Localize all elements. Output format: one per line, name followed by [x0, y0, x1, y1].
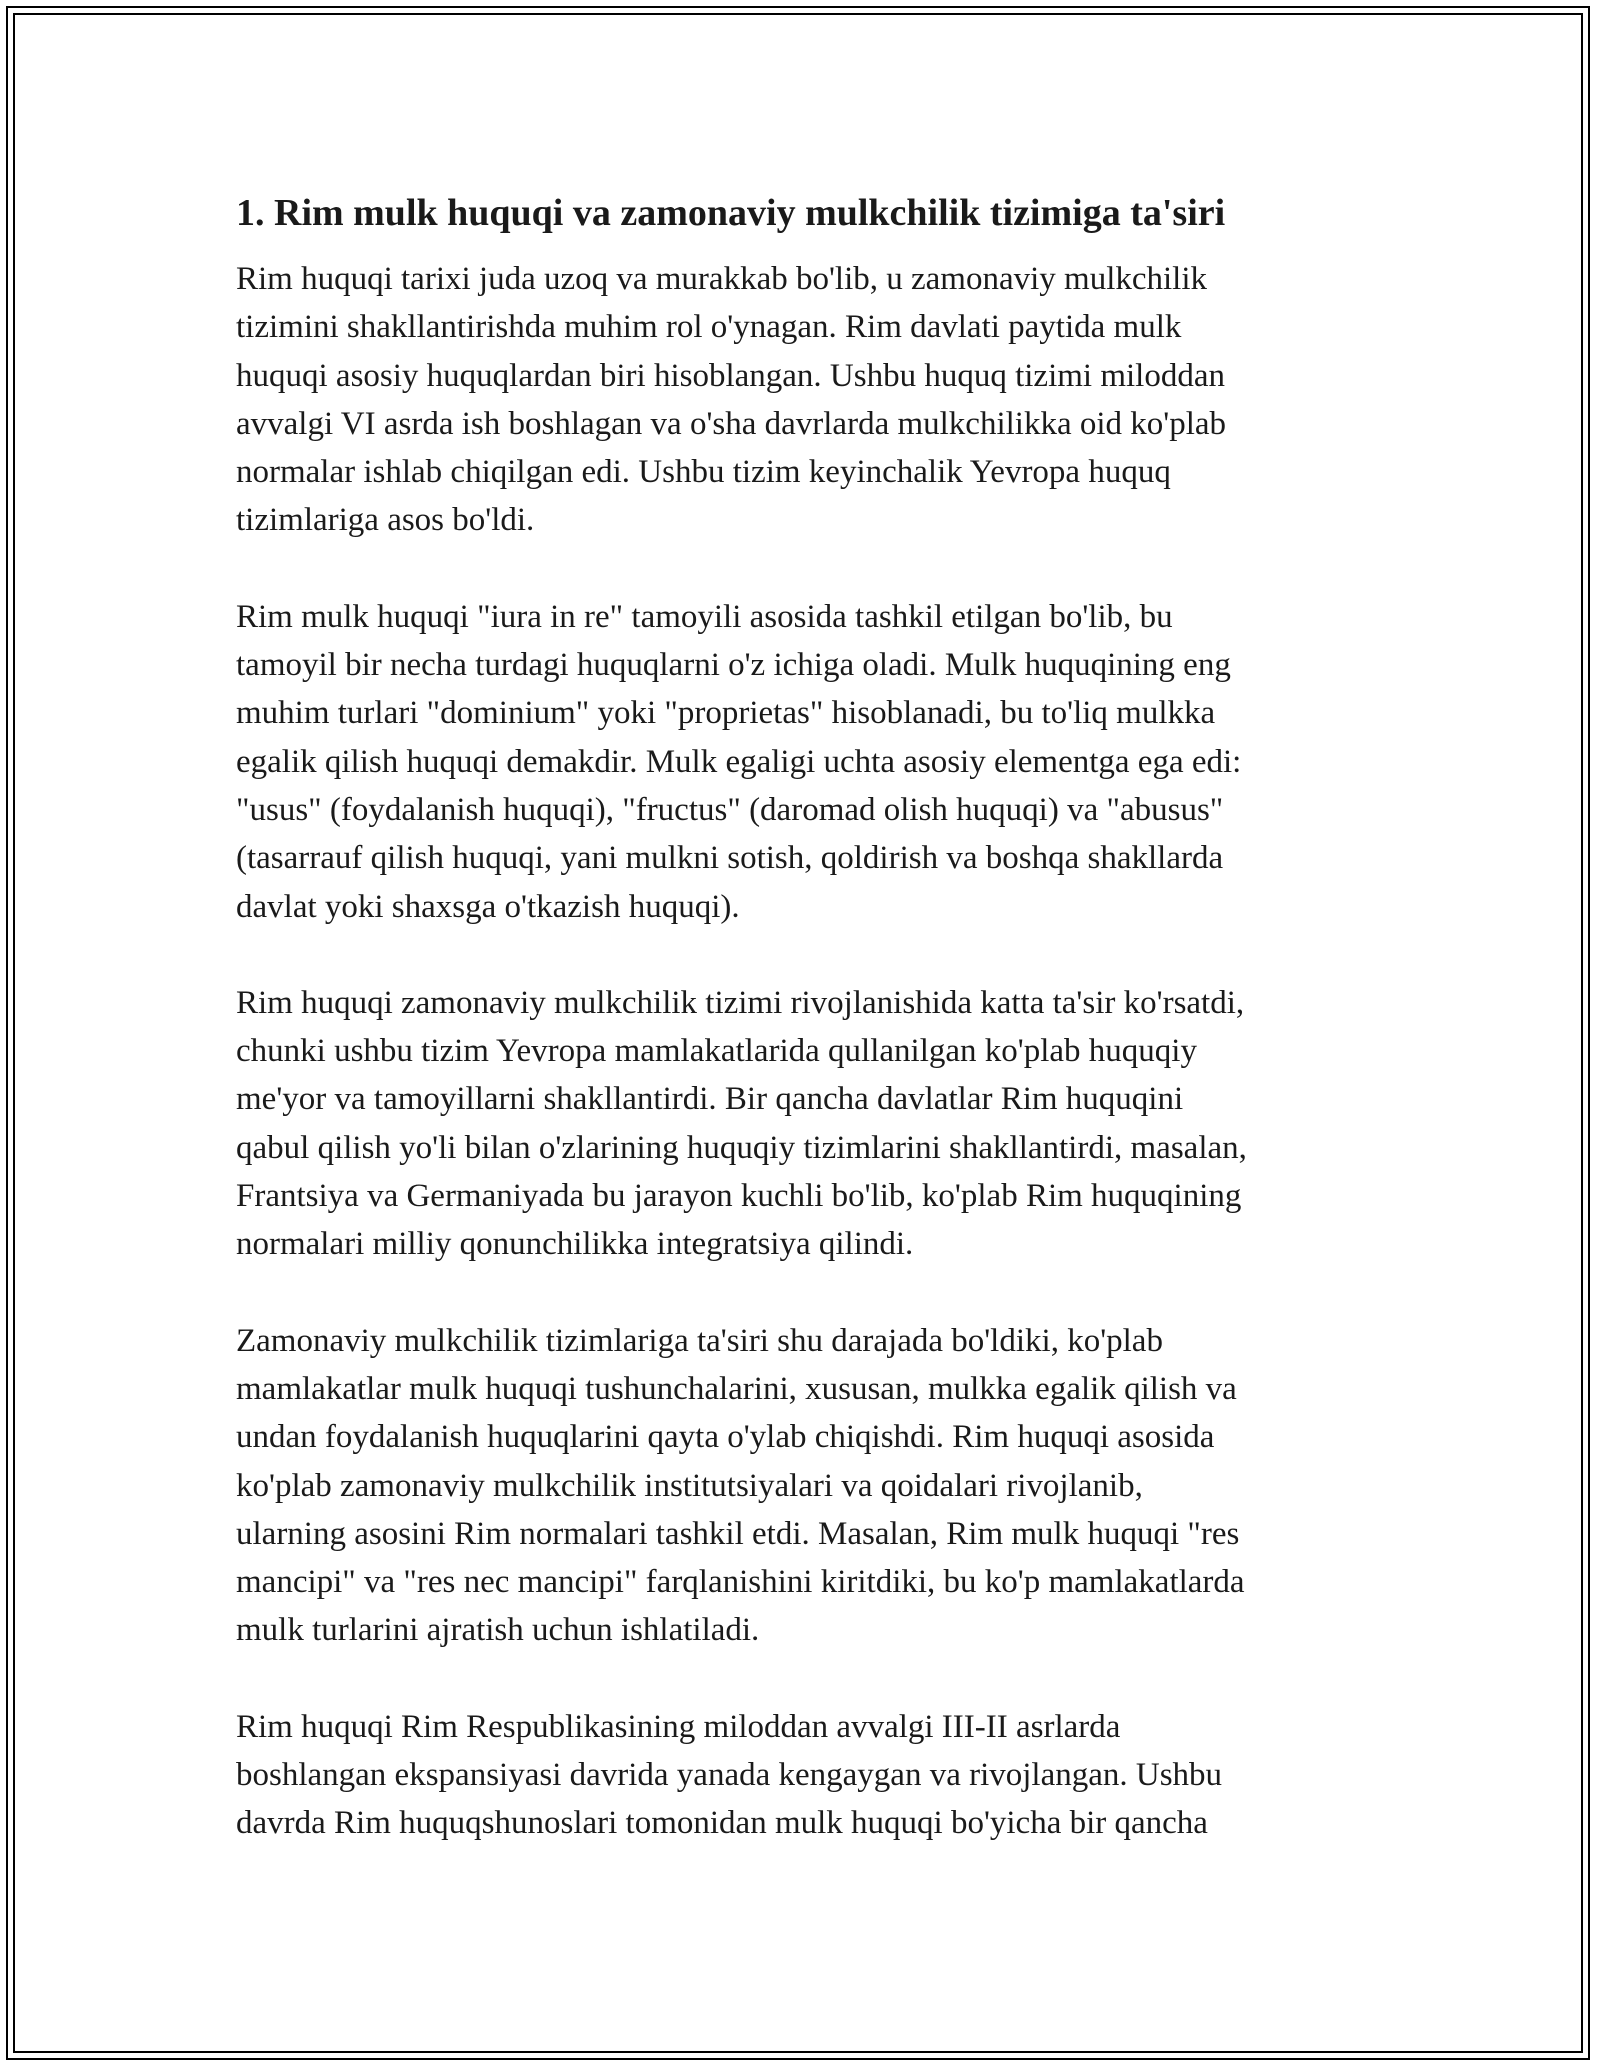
- text-line: tizimini shakllantirishda muhim rol o'ynagan. Rim davlati paytida mulk: [236, 309, 1182, 346]
- paragraph-4: [236, 1317, 1366, 1655]
- paragraph-1: [236, 255, 1366, 545]
- text-line: mamlakatlar mulk huquqi tushunchalarini, xususan, mulkka egalik qilish va: [236, 1370, 1237, 1407]
- text-line: tizimlariga asos bo'ldi.: [236, 502, 535, 539]
- text-line: ularning asosini Rim normalari tashkil etdi. Masalan, Rim mulk huquqi "res: [236, 1515, 1240, 1552]
- text-line: davrda Rim huquqshunoslari tomonidan mulk huquqi bo'yicha bir qancha: [236, 1805, 1208, 1842]
- section-heading: 1. Rim mulk huquqi va zamonaviy mulkchilik tizimiga ta'siri: [236, 192, 1226, 234]
- text-line: (tasarrauf qilish huquqi, yani mulkni sotish, qoldirish va boshqa shakllarda: [236, 840, 1224, 877]
- text-line: egalik qilish huquqi demakdir. Mulk egaligi uchta asosiy elementga ega edi:: [236, 743, 1242, 780]
- text-line: boshlangan ekspansiyasi davrida yanada kengaygan va rivojlangan. Ushbu: [236, 1757, 1223, 1794]
- text-line: tamoyil bir necha turdagi huquqlarni o'z ichiga oladi. Mulk huquqining eng: [236, 647, 1231, 684]
- paragraph-3: [236, 979, 1366, 1269]
- text-line: undan foydalanish huquqlarini qayta o'ylab chiqishdi. Rim huquqi asosida: [236, 1419, 1215, 1456]
- text-line: Rim huquqi tarixi juda uzoq va murakkab bo'lib, u zamonaviy mulkchilik: [236, 261, 1208, 297]
- text-line: mancipi" va "res nec mancipi" farqlanishini kiritdiki, bu ko'p mamlakatlarda: [236, 1564, 1245, 1601]
- text-line: ko'plab zamonaviy mulkchilik institutsiyalari va qoidalari rivojlanib,: [236, 1467, 1143, 1504]
- text-line: normalar ishlab chiqilgan edi. Ushbu tizim keyinchalik Yevropa huquq: [236, 454, 1171, 491]
- text-line: avvalgi VI asrda ish boshlagan va o'sha davrlarda mulkchilikka oid ko'plab: [236, 405, 1227, 442]
- text-line: normalari milliy qonunchilikka integratsiya qilindi.: [236, 1226, 914, 1263]
- text-line: davlat yoki shaxsga o'tkazish huquqi).: [236, 888, 740, 925]
- text-line: Rim mulk huquqi "iura in re" tamoyili asosida tashkil etilgan bo'lib, bu: [236, 598, 1173, 635]
- text-line: huquqi asosiy huquqlardan biri hisoblangan. Ushbu huquq tizimi miloddan: [236, 357, 1225, 394]
- document-body: [236, 185, 1366, 1896]
- text-line: chunki ushbu tizim Yevropa mamlakatlarida qullanilgan ko'plab huquqiy: [236, 1033, 1197, 1070]
- text-line: "usus" (foydalanish huquqi), "fructus" (daromad olish huquqi) va "abusus": [236, 791, 1224, 828]
- text-line: Frantsiya va Germaniyada bu jarayon kuchli bo'lib, ko'plab Rim huquqining: [236, 1178, 1242, 1215]
- text-line: qabul qilish yo'li bilan o'zlarining huquqiy tizimlarini shakllantirdi, masalan,: [236, 1129, 1247, 1166]
- text-line: me'yor va tamoyillarni shakllantirdi. Bir qancha davlatlar Rim huquqini: [236, 1081, 1184, 1118]
- text-line: Zamonaviy mulkchilik tizimlariga ta'siri shu darajada bo'ldiki, ko'plab: [236, 1322, 1163, 1359]
- text-line: mulk turlarini ajratish uchun ishlatiladi.: [236, 1612, 760, 1649]
- text-line: Rim huquqi Rim Respublikasining miloddan avvalgi III-II asrlarda: [236, 1708, 1121, 1745]
- paragraph-5: [236, 1703, 1366, 1848]
- paragraph-2: [236, 593, 1366, 931]
- text-line: muhim turlari "dominium" yoki "proprietas" hisoblanadi, bu to'liq mulkka: [236, 695, 1216, 732]
- text-line: Rim huquqi zamonaviy mulkchilik tizimi rivojlanishida katta ta'sir ko'rsatdi,: [236, 984, 1245, 1021]
